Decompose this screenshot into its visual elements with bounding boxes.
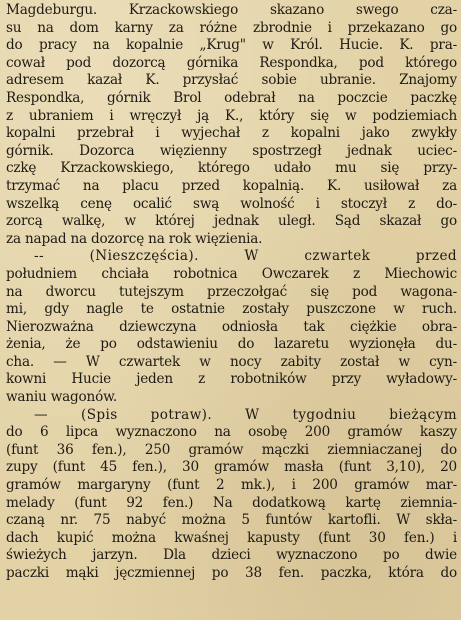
text-line: żenia, że po odstawieniu do lazaretu wyzionęła du-: [6, 336, 457, 353]
text-line: wszelką cenę ocalić swą wolność i stoczył z do-: [6, 195, 457, 212]
article-text-body: [6, 2, 457, 583]
text-line: do pracy na kopalnie „Krug" w Król. Hucie. K. pra-: [6, 37, 457, 54]
text-line: na dworcu tutejszym przeczołgać się pod wagona-: [6, 283, 457, 300]
text-line: cha. — W czwartek w nocy zabity został w cyn-: [6, 353, 457, 370]
text-line: świeżych jarzyn. Dla dzieci wyznaczono po dwie: [6, 547, 457, 564]
text-line: dach kupić można kwaśnej kapusty (funt 30 fen.) i: [6, 529, 457, 546]
text-line: (funt 36 fen.), 250 gramów mączki ziemniaczanej do: [6, 441, 457, 458]
text-line: górnik. Dozorca więzienny spostrzegł jednak uciec-: [6, 142, 457, 159]
text-line: mi, gdy nagle te ostatnie zostały puszczone w ruch.: [6, 301, 457, 318]
text-line: Respondka, górnik Brol odebrał na poczcie paczkę: [6, 89, 457, 106]
text-line: czaną nr. 75 nabyć można 5 funtów kartofli. W skła-: [6, 512, 457, 529]
text-line: z ubraniem i wręczył ją K., który się w podziemiach: [6, 107, 457, 124]
text-line: waniu wagonów.: [6, 389, 118, 406]
text-line: kopalni przebrał i wyjechał z kopalni jako zwykły: [6, 125, 457, 142]
text-line: gramów margaryny (funt 2 mk.), i 200 gramów mar-: [6, 477, 457, 494]
text-line: -- (Nieszczęścia). W czwartek przed: [34, 248, 457, 265]
text-line: su na dom karny za różne zbrodnie i przekazano go: [6, 19, 457, 36]
text-line: cował pod dozorcą górnika Respondka, pod którego: [6, 54, 457, 71]
text-line: Magdeburgu. Krzackowskiego skazano swego cza-: [6, 2, 457, 18]
text-line: za napad na dozorcę na rok więzienia.: [6, 230, 263, 247]
text-line: do 6 lipca wyznaczono na osobę 200 gramów kaszy: [6, 424, 457, 441]
text-line: czkę Krzackowskiego, którego udało mu się przy-: [6, 160, 457, 177]
text-line: kowni Hucie jeden z robotników przy wyładowy-: [6, 371, 457, 388]
text-line: melady (funt 92 fen.) Na dodatkową kartę ziemnia-: [6, 494, 457, 511]
text-line: paczki mąki jęczmiennej po 38 fen. paczka, która do: [6, 565, 457, 581]
text-line: adresem kazał K. przysłać sobie ubranie. Znajomy: [6, 72, 457, 89]
text-line: zorcą walkę, w której jednak uległ. Sąd skazał go: [6, 213, 457, 230]
text-line: zupy (funt 45 fen.), 30 gramów masła (funt 3,10), 20: [6, 459, 457, 476]
text-line: trzymać na placu przed kopalnią. K. usiłował za: [6, 177, 457, 194]
text-line: południem chciała robotnica Owczarek z Miechowic: [6, 265, 457, 282]
text-line: Nierozważna dziewczyna odniosła tak ciężkie obra-: [6, 318, 457, 335]
text-line: — (Spis potraw). W tygodniu bieżącym: [34, 406, 457, 423]
